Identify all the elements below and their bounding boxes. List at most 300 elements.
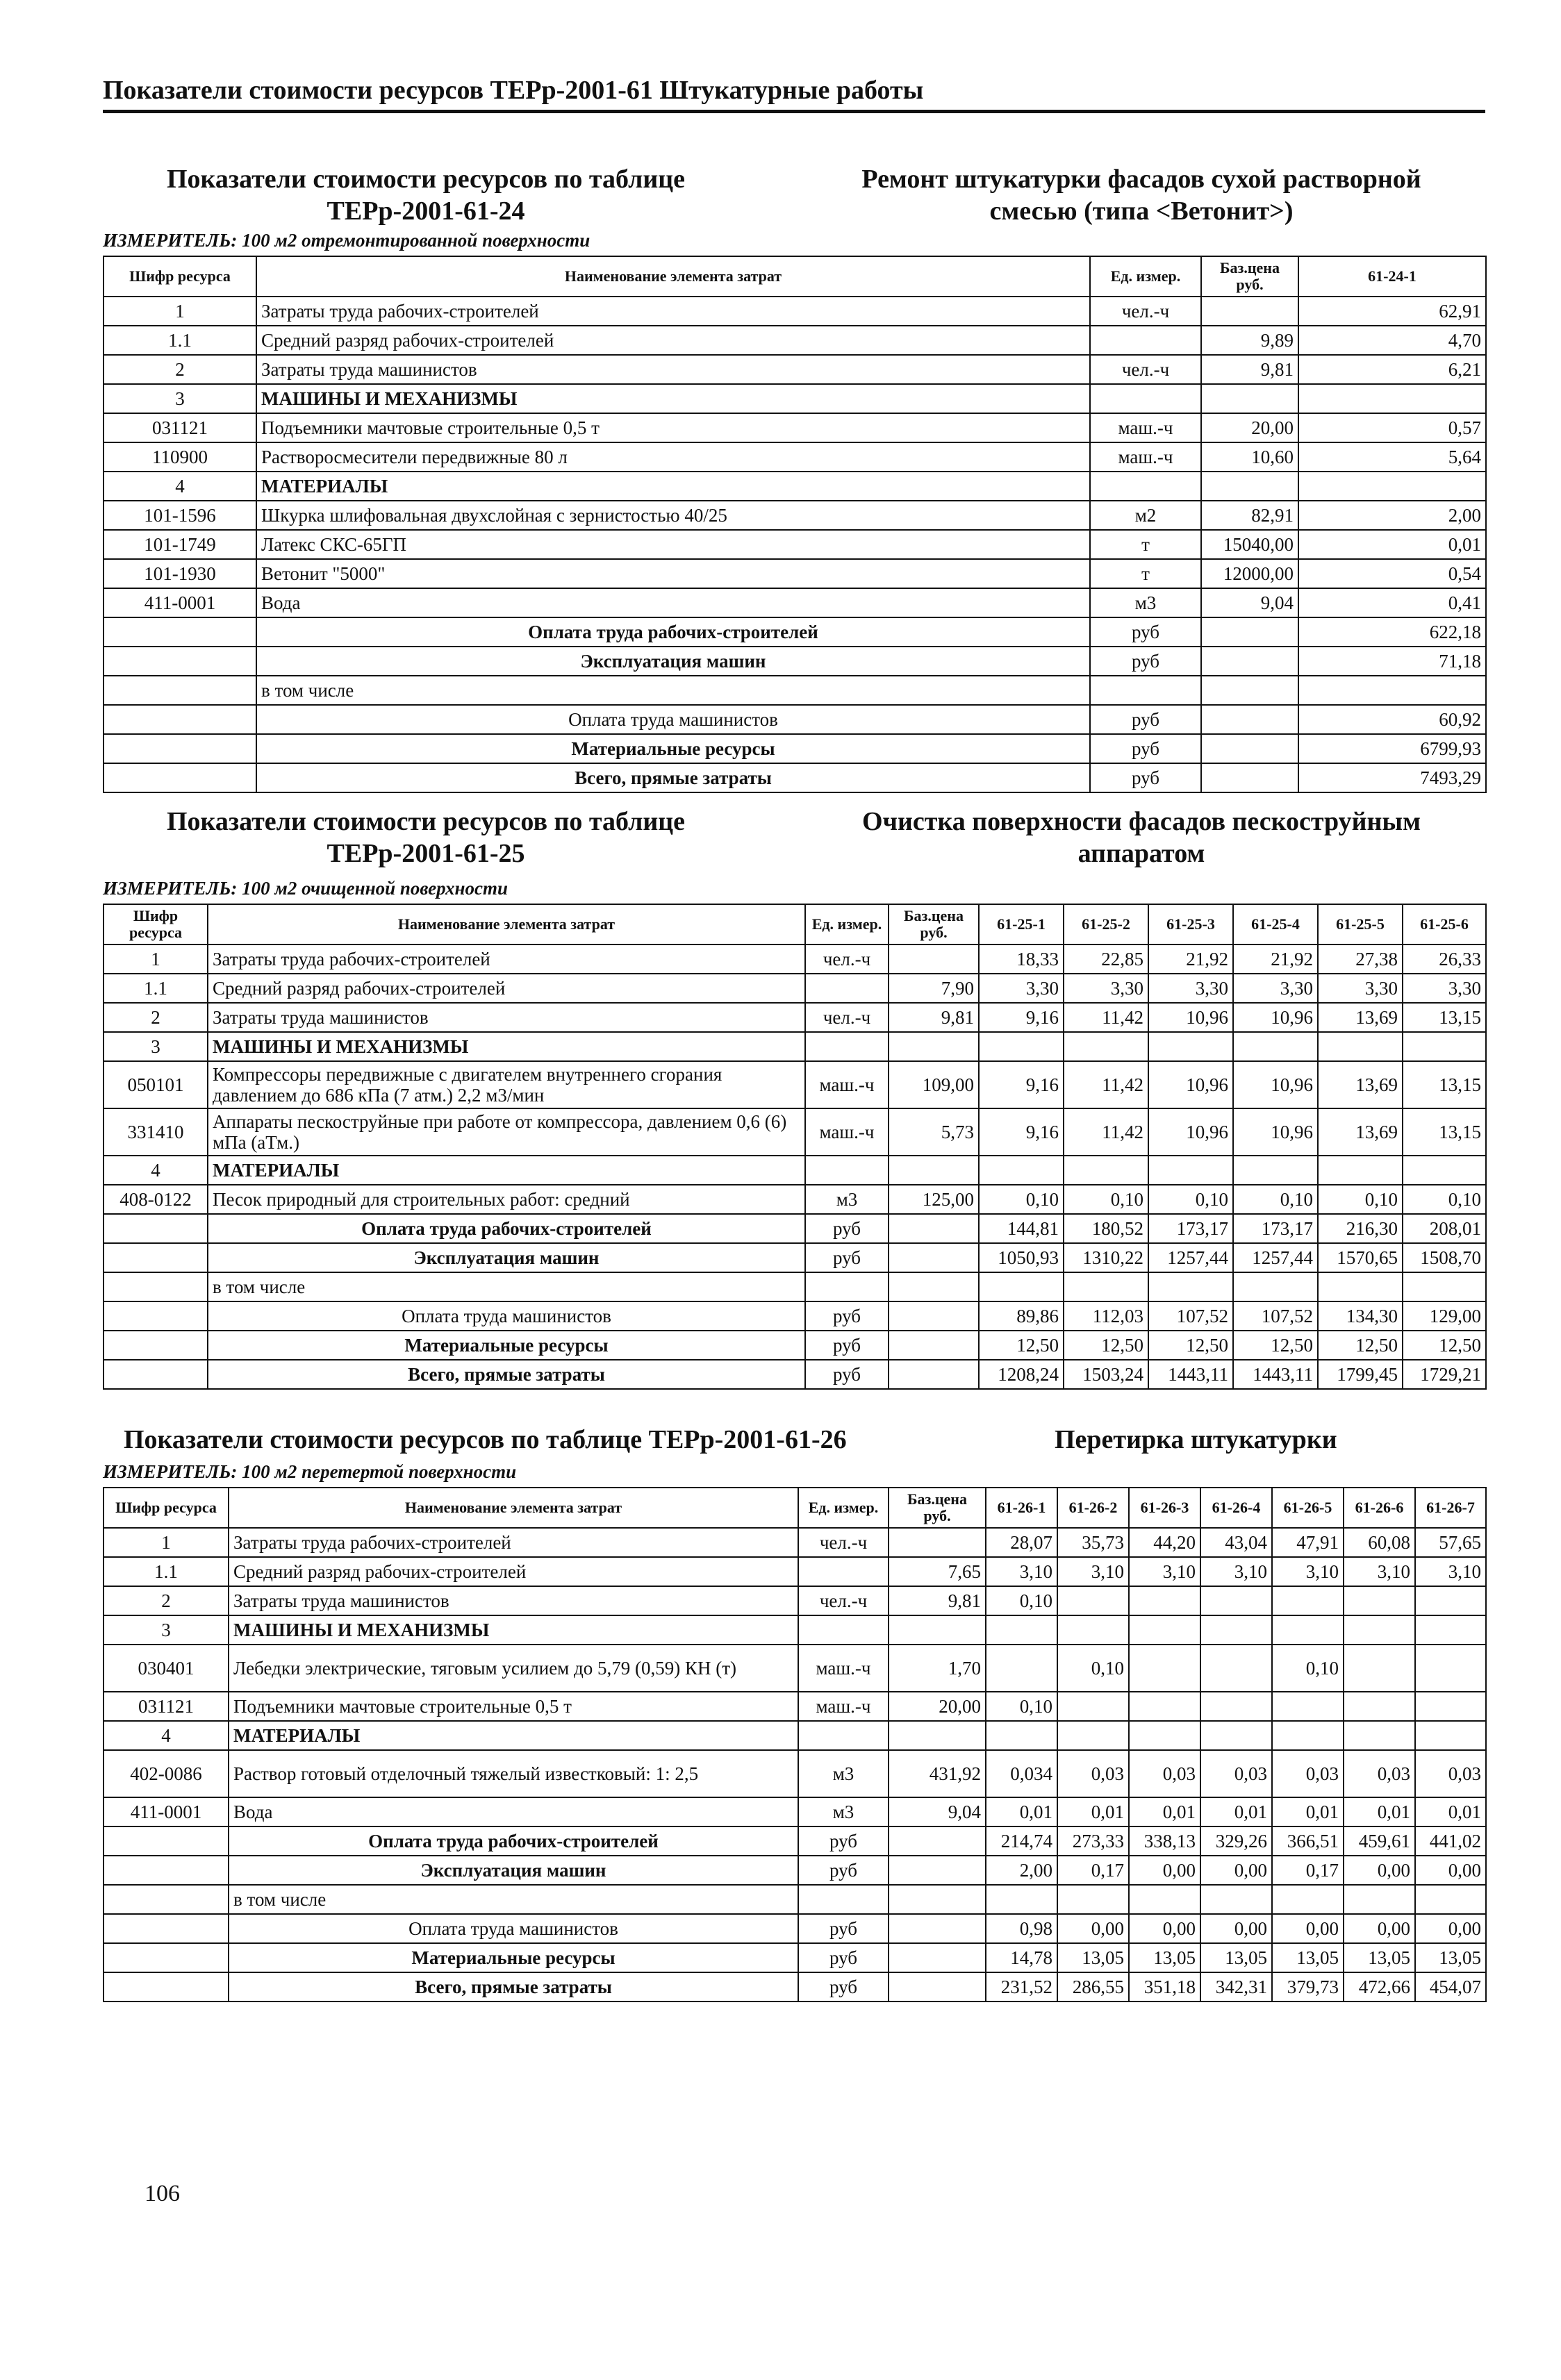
unit-cell: руб [805,1243,889,1272]
value-cell: 0,03 [1200,1750,1272,1797]
value-cell: 13,05 [1344,1943,1415,1972]
value-cell: 18,33 [979,944,1064,974]
value-cell: 0,57 [1298,413,1486,442]
value-cell [1200,1692,1272,1721]
value-cell: 13,05 [1415,1943,1486,1972]
value-cell: 13,69 [1318,1061,1403,1108]
table-row [104,472,1486,501]
value-cell: 0,00 [1272,1914,1344,1943]
table-row [104,1692,1486,1721]
value-cell: 47,91 [1272,1528,1344,1557]
resource-name-cell: Затраты труда рабочих-строителей [208,944,805,974]
value-cell: 1503,24 [1064,1360,1148,1389]
resource-name-cell: МАТЕРИАЛЫ [229,1721,798,1750]
base-price-cell [889,1272,979,1301]
value-cell: 12,50 [979,1331,1064,1360]
value-cell [1415,1721,1486,1750]
value-cell [1057,1586,1129,1615]
unit-cell: руб [798,1972,889,2002]
value-cell: 0,03 [1272,1750,1344,1797]
table-row [104,1301,1486,1331]
unit-cell [805,1272,889,1301]
table-row [104,559,1486,588]
value-cell: 12,50 [1233,1331,1318,1360]
unit-cell: руб [1090,647,1201,676]
column-header: Баз.цена руб. [889,904,979,944]
value-cell: 3,30 [1403,974,1486,1003]
table-row [104,530,1486,559]
resource-table [103,256,1487,793]
resource-code-cell [104,1856,229,1885]
table-row [104,1032,1486,1061]
value-cell [1415,1586,1486,1615]
column-header: 61-26-5 [1272,1488,1344,1528]
value-cell: 3,30 [1318,974,1403,1003]
value-cell: 10,96 [1148,1061,1233,1108]
base-price-cell: 125,00 [889,1185,979,1214]
unit-cell: чел.-ч [805,944,889,974]
section-work-line1: Перетирка штукатурки [1055,1425,1337,1454]
value-cell: 351,18 [1129,1972,1200,2002]
value-cell: 22,85 [1064,944,1148,974]
unit-cell: маш.-ч [805,1061,889,1108]
resource-code-cell [104,1272,208,1301]
resource-name-cell: МАШИНЫ И МЕХАНИЗМЫ [229,1615,798,1645]
value-cell [1403,1032,1486,1061]
value-cell [1057,1692,1129,1721]
value-cell: 27,38 [1318,944,1403,974]
value-cell: 0,00 [1200,1914,1272,1943]
value-cell: 12,50 [1148,1331,1233,1360]
table-row [104,734,1486,763]
resource-code-cell: 411-0001 [104,588,256,617]
base-price-cell: 20,00 [1201,413,1298,442]
resource-name-cell: Средний разряд рабочих-строителей [229,1557,798,1586]
column-header: 61-25-4 [1233,904,1318,944]
unit-cell [1090,676,1201,705]
resource-name-cell: Подъемники мачтовые строительные 0,5 т [256,413,1090,442]
value-cell: 0,10 [1148,1185,1233,1214]
unit-cell: руб [1090,734,1201,763]
value-cell [1318,1032,1403,1061]
resource-code-cell: 4 [104,1721,229,1750]
value-cell: 1443,11 [1148,1360,1233,1389]
resource-code-cell [104,1243,208,1272]
value-cell: 9,16 [979,1108,1064,1156]
section-title-line2: ТЕРр-2001-61-24 [327,197,525,226]
value-cell: 0,10 [1403,1185,1486,1214]
base-price-cell: 9,81 [889,1003,979,1032]
value-cell: 35,73 [1057,1528,1129,1557]
value-cell: 10,96 [1148,1108,1233,1156]
page-number: 106 [144,2181,180,2206]
resource-code-cell [104,1914,229,1943]
section-61-24 [103,163,1485,793]
resource-code-cell: 411-0001 [104,1797,229,1826]
resource-code-cell [104,1214,208,1243]
unit-cell: руб [805,1331,889,1360]
unit-cell: руб [798,1856,889,1885]
table-row [104,763,1486,792]
value-cell [1344,1885,1415,1914]
value-cell: 3,30 [1064,974,1148,1003]
resource-code-cell: 1.1 [104,1557,229,1586]
section-title [103,163,749,227]
value-cell [1233,1156,1318,1185]
value-cell [1415,1615,1486,1645]
base-price-cell: 9,81 [889,1586,986,1615]
resource-name-cell: Оплата труда машинистов [208,1301,805,1331]
resource-code-cell: 4 [104,472,256,501]
value-cell: 107,52 [1233,1301,1318,1331]
table-row [104,1003,1486,1032]
unit-cell: маш.-ч [1090,413,1201,442]
value-cell: 1257,44 [1233,1243,1318,1272]
base-price-cell [889,1243,979,1272]
resource-name-cell: в том числе [229,1885,798,1914]
value-cell: 5,64 [1298,442,1486,472]
measure-prefix: ИЗМЕРИТЕЛЬ: [103,1461,238,1482]
value-cell: 0,03 [1415,1750,1486,1797]
value-cell: 60,92 [1298,705,1486,734]
resource-code-cell [104,763,256,792]
value-cell: 13,15 [1403,1003,1486,1032]
value-cell: 6,21 [1298,355,1486,384]
resource-name-cell: Средний разряд рабочих-строителей [208,974,805,1003]
value-cell: 1310,22 [1064,1243,1148,1272]
unit-cell: руб [798,1826,889,1856]
base-price-cell: 9,81 [1201,355,1298,384]
value-cell: 0,54 [1298,559,1486,588]
value-cell [986,1615,1057,1645]
base-price-cell: 12000,00 [1201,559,1298,588]
value-cell [1318,1272,1403,1301]
value-cell: 129,00 [1403,1301,1486,1331]
base-price-cell [1201,676,1298,705]
column-header: 61-25-1 [979,904,1064,944]
value-cell [1298,676,1486,705]
resource-name-cell: Подъемники мачтовые строительные 0,5 т [229,1692,798,1721]
resource-code-cell: 3 [104,1032,208,1061]
column-header: Наименование элемента затрат [208,904,805,944]
base-price-cell: 7,90 [889,974,979,1003]
resource-code-cell: 402-0086 [104,1750,229,1797]
resource-code-cell [104,676,256,705]
value-cell: 0,03 [1057,1750,1129,1797]
table-row [104,1272,1486,1301]
value-cell [1233,1032,1318,1061]
resource-name-cell: Оплата труда рабочих-строителей [256,617,1090,647]
table-row [104,355,1486,384]
value-cell: 6799,93 [1298,734,1486,763]
table-row [104,944,1486,974]
resource-name-cell: Латекс СКС-65ГП [256,530,1090,559]
unit-cell: м2 [1090,501,1201,530]
base-price-cell: 109,00 [889,1061,979,1108]
table-row [104,1797,1486,1826]
resource-name-cell: Всего, прямые затраты [229,1972,798,2002]
value-cell [986,1721,1057,1750]
value-cell [1129,1692,1200,1721]
resource-name-cell: Затраты труда машинистов [229,1586,798,1615]
value-cell: 329,26 [1200,1826,1272,1856]
value-cell [1272,1615,1344,1645]
resource-name-cell: Вода [229,1797,798,1826]
unit-cell [1090,326,1201,355]
value-cell: 112,03 [1064,1301,1148,1331]
value-cell: 338,13 [1129,1826,1200,1856]
value-cell [1129,1721,1200,1750]
value-cell: 459,61 [1344,1826,1415,1856]
value-cell: 1443,11 [1233,1360,1318,1389]
table-row [104,1721,1486,1750]
value-cell: 11,42 [1064,1003,1148,1032]
value-cell: 3,10 [986,1557,1057,1586]
section-work-line1: Очистка поверхности фасадов пескоструйным [862,807,1421,836]
value-cell [1057,1885,1129,1914]
base-price-cell: 5,73 [889,1108,979,1156]
measure-prefix: ИЗМЕРИТЕЛЬ: [103,230,238,251]
value-cell: 134,30 [1318,1301,1403,1331]
value-cell [986,1885,1057,1914]
value-cell: 0,00 [1415,1914,1486,1943]
value-cell: 10,96 [1233,1108,1318,1156]
resource-code-cell [104,1972,229,2002]
column-header: Шифр ресурса [104,904,208,944]
measure-line [103,1461,1485,1483]
value-cell: 0,034 [986,1750,1057,1797]
value-cell: 0,10 [1318,1185,1403,1214]
value-cell: 12,50 [1318,1331,1403,1360]
value-cell: 1050,93 [979,1243,1064,1272]
resource-code-cell [104,1826,229,1856]
unit-cell [798,1615,889,1645]
measure-value: 100 м2 очищенной поверхности [242,878,509,899]
base-price-cell [889,1615,986,1645]
resource-code-cell: 1.1 [104,326,256,355]
value-cell: 3,10 [1415,1557,1486,1586]
resource-name-cell: Затраты труда рабочих-строителей [256,297,1090,326]
table-row [104,974,1486,1003]
value-cell: 1208,24 [979,1360,1064,1389]
section-work-title [1055,1424,1485,1456]
value-cell [1272,1586,1344,1615]
column-header: Наименование элемента затрат [256,256,1090,297]
measure-prefix: ИЗМЕРИТЕЛЬ: [103,878,238,899]
value-cell: 28,07 [986,1528,1057,1557]
value-cell: 0,01 [1129,1797,1200,1826]
table-row [104,1645,1486,1692]
column-header: 61-25-2 [1064,904,1148,944]
unit-cell: руб [805,1301,889,1331]
value-cell [1233,1272,1318,1301]
value-cell [1064,1032,1148,1061]
resource-name-cell: Компрессоры передвижные с двигателем внутреннего сгорания давлением до 686 кПа (7 атм.) 2,2 м3/мин [208,1061,805,1108]
unit-cell [798,1557,889,1586]
resource-name-cell: Затраты труда рабочих-строителей [229,1528,798,1557]
resource-name-cell: Всего, прямые затраты [256,763,1090,792]
value-cell: 173,17 [1233,1214,1318,1243]
column-header: 61-26-3 [1129,1488,1200,1528]
value-cell: 12,50 [1403,1331,1486,1360]
resource-code-cell: 1 [104,297,256,326]
value-cell: 13,15 [1403,1061,1486,1108]
resource-name-cell: в том числе [208,1272,805,1301]
value-cell: 44,20 [1129,1528,1200,1557]
value-cell: 454,07 [1415,1972,1486,2002]
value-cell: 21,92 [1148,944,1233,974]
unit-cell [805,974,889,1003]
resource-name-cell: Раствор готовый отделочный тяжелый известковый: 1: 2,5 [229,1750,798,1797]
resource-table [103,904,1487,1390]
resource-code-cell [104,734,256,763]
table-row [104,1914,1486,1943]
value-cell: 0,41 [1298,588,1486,617]
base-price-cell [889,1528,986,1557]
base-price-cell [1201,617,1298,647]
column-header: Ед. измер. [805,904,889,944]
section-work-line2: аппаратом [1077,839,1205,868]
resource-code-cell: 2 [104,355,256,384]
value-cell: 3,10 [1344,1557,1415,1586]
table-row [104,1156,1486,1185]
resource-name-cell: Оплата труда машинистов [229,1914,798,1943]
header-row [104,256,1486,297]
table-row [104,676,1486,705]
value-cell: 13,15 [1403,1108,1486,1156]
value-cell [1200,1586,1272,1615]
resource-name-cell: МАШИНЫ И МЕХАНИЗМЫ [208,1032,805,1061]
section-61-25 [103,806,1485,1390]
resource-code-cell [104,1301,208,1331]
table-row [104,1615,1486,1645]
base-price-cell: 9,04 [1201,588,1298,617]
column-header: Баз.цена руб. [889,1488,986,1528]
table-row [104,297,1486,326]
value-cell: 0,01 [1272,1797,1344,1826]
value-cell: 0,98 [986,1914,1057,1943]
resource-name-cell: МАШИНЫ И МЕХАНИЗМЫ [256,384,1090,413]
value-cell [1129,1615,1200,1645]
base-price-cell [1201,472,1298,501]
resource-name-cell: в том числе [256,676,1090,705]
base-price-cell [889,1972,986,2002]
value-cell [1200,1721,1272,1750]
column-header: 61-26-6 [1344,1488,1415,1528]
section-work-line2: смесью (типа <Ветонит>) [989,197,1294,226]
unit-cell: маш.-ч [1090,442,1201,472]
section-work-title [798,163,1485,227]
base-price-cell: 1,70 [889,1645,986,1692]
value-cell: 0,10 [986,1692,1057,1721]
value-cell [1057,1721,1129,1750]
column-header: 61-26-7 [1415,1488,1486,1528]
value-cell [986,1645,1057,1692]
base-price-cell [889,1214,979,1243]
resource-name-cell: Затраты труда машинистов [256,355,1090,384]
resource-code-cell: 1 [104,944,208,974]
value-cell: 0,10 [1064,1185,1148,1214]
value-cell [1344,1615,1415,1645]
value-cell [1272,1885,1344,1914]
column-header: Наименование элемента затрат [229,1488,798,1528]
value-cell: 214,74 [986,1826,1057,1856]
value-cell [1148,1032,1233,1061]
base-price-cell [889,1826,986,1856]
value-cell: 13,05 [1129,1943,1200,1972]
unit-cell [1090,472,1201,501]
column-header: Шифр ресурса [104,1488,229,1528]
value-cell: 366,51 [1272,1826,1344,1856]
table-row [104,1750,1486,1797]
base-price-cell [889,944,979,974]
value-cell: 0,03 [1344,1750,1415,1797]
resource-name-cell: Песок природный для строительных работ: средний [208,1185,805,1214]
measure-value: 100 м2 перетертой поверхности [242,1461,517,1482]
value-cell: 0,10 [1272,1645,1344,1692]
base-price-cell [889,1331,979,1360]
unit-cell: м3 [805,1185,889,1214]
unit-cell: чел.-ч [805,1003,889,1032]
value-cell: 0,01 [1057,1797,1129,1826]
unit-cell: маш.-ч [798,1645,889,1692]
base-price-cell [889,1721,986,1750]
table-row [104,1856,1486,1885]
value-cell: 0,17 [1057,1856,1129,1885]
value-cell: 43,04 [1200,1528,1272,1557]
resource-code-cell: 3 [104,1615,229,1645]
unit-cell: чел.-ч [798,1528,889,1557]
unit-cell [798,1721,889,1750]
resource-name-cell: Эксплуатация машин [256,647,1090,676]
value-cell: 622,18 [1298,617,1486,647]
value-cell: 13,05 [1272,1943,1344,1972]
unit-cell: м3 [798,1750,889,1797]
value-cell: 3,10 [1272,1557,1344,1586]
resource-code-cell: 331410 [104,1108,208,1156]
table-row [104,1061,1486,1108]
table-row [104,1243,1486,1272]
unit-cell [798,1885,889,1914]
value-cell [1344,1645,1415,1692]
base-price-cell [889,1156,979,1185]
resource-name-cell: Оплата труда рабочих-строителей [208,1214,805,1243]
resource-code-cell [104,1331,208,1360]
value-cell: 0,00 [1129,1914,1200,1943]
value-cell [1200,1645,1272,1692]
table-row [104,1185,1486,1214]
value-cell: 379,73 [1272,1972,1344,2002]
section-heading [103,1424,1485,1458]
resource-name-cell: МАТЕРИАЛЫ [256,472,1090,501]
value-cell [1344,1692,1415,1721]
value-cell: 13,69 [1318,1003,1403,1032]
base-price-cell [1201,763,1298,792]
value-cell: 0,10 [986,1586,1057,1615]
value-cell: 26,33 [1403,944,1486,974]
value-cell: 0,00 [1415,1856,1486,1885]
value-cell [1415,1692,1486,1721]
base-price-cell [1201,647,1298,676]
resource-name-cell: Оплата труда рабочих-строителей [229,1826,798,1856]
table-row [104,705,1486,734]
unit-cell: руб [798,1914,889,1943]
value-cell: 13,69 [1318,1108,1403,1156]
value-cell: 1799,45 [1318,1360,1403,1389]
value-cell: 11,42 [1064,1061,1148,1108]
resource-name-cell: Всего, прямые затраты [208,1360,805,1389]
table-row [104,1885,1486,1914]
